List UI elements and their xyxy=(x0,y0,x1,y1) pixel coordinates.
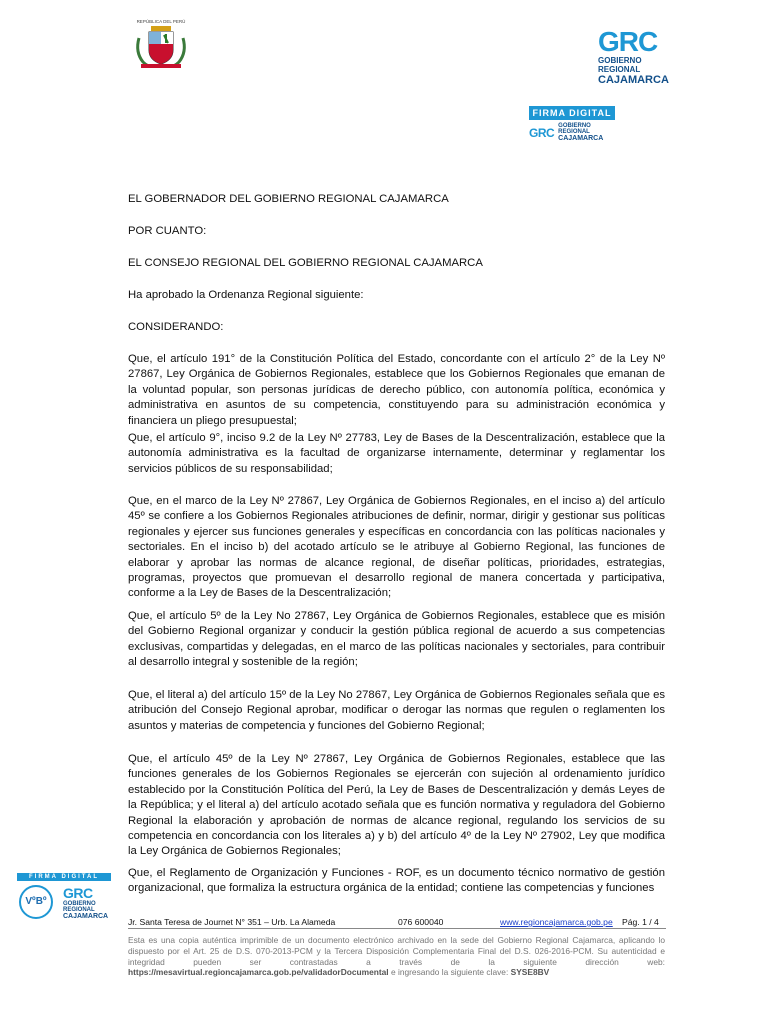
escudo-peru-emblem xyxy=(133,16,189,72)
paragraph-6: Que, el artículo 45º de la Ley Nº 27867, Ley Orgánica de Gobiernos Regionales, establece que las funciones generales de los Gobiernos Regionales se ejercerán con sujeción al ordenamiento jurídico establecido por la Constitución Política del Perú, la Ley de Bases de Descentralización y demás Leyes de la República; y el literal a) del artículo acotado señala que es función normativa y reguladora del Gobierno Regional la elaboración y aprobación de normas de alcance regional, regulando los servicios de su competencia en concordancia con los literales a) y b) del artículo 4º de la Ley Nº 27902, Ley que modifica la Ley Orgánica de Gobiernos Regionales; xyxy=(128,753,665,858)
vb-grc-logo xyxy=(63,885,111,921)
vb-firma-label: FIRMA DIGITAL xyxy=(17,873,111,881)
footer-key: SYSE8BV xyxy=(510,967,550,978)
footer-authenticity-note xyxy=(128,935,665,978)
firma-grc-line2: CAJAMARCA xyxy=(558,135,604,142)
grc-logo-line2: CAJAMARCA xyxy=(598,74,669,86)
footer-note-text: Esta es una copia auténtica imprimible de un documento electrónico archivado en la sede del Gobierno Regional Cajamarca, aplicando lo dispuesto por el Art. 25 de D.S. 070-2013-PCM y la Tercera Disposición Complementaria Final del D.S. 026-2016-PCM. Su autenticidad e integridad pueden ser contrastadas a través de la siguiente dirección web: xyxy=(128,935,665,967)
visto-bueno-stamp xyxy=(17,871,111,921)
paragraph-1: Que, el artículo 191° de la Constitución Política del Estado, concordante con el artículo 2° de la Ley Nº 27867, Ley Orgánica de Gobiernos Regionales, establece que los Gobiernos Regionales que emanan de la voluntad popular, son personas jurídicas de derecho público, con autonomía política, económica y administrativa en asuntos de su competencia, constituyendo para su administración económica y financiera un pliego presupuestal; xyxy=(128,353,665,427)
footer-address: Jr. Santa Teresa de Journet N° 351 – Urb. La Alameda xyxy=(128,917,336,927)
firma-digital-badge xyxy=(529,106,615,143)
vb-seal-icon: VºBº xyxy=(19,885,53,919)
vb-grc-line1: GOBIERNO REGIONAL xyxy=(63,901,96,913)
grc-logo xyxy=(598,26,669,86)
grc-logo-letters: GRC xyxy=(598,26,658,57)
vb-grc-letters: GRC xyxy=(63,885,93,901)
paragraph-7: Que, el Reglamento de Organización y Funciones - ROF, es un documento técnico normativo de gestión organizacional, que formaliza la estructura orgánica de la entidad; contiene las competencias y funciones xyxy=(128,867,665,895)
footer-note-mid: e ingresando la siguiente clave: xyxy=(388,967,511,978)
paragraph-3: Que, en el marco de la Ley Nº 27867, Ley Orgánica de Gobiernos Regionales, en el inciso a) del artículo 45º se confiere a los Gobiernos Regionales atribuciones de definir, normar, dirigir y gestionar sus políticas regionales y ejercer sus funciones generales y específicas en concordancia con las políticas nacionales y sectoriales. En el inciso b) del acotado artículo se le atribuye al Gobierno Regional, las funciones de elaborar y aprobar las normas de alcance regional, de diseñar políticas, prioridades, estrategias, programas, proyectos que promuevan el desarrollo regional de manera concertada y participativa, conforme a la Ley de Bases de la Descentralización; xyxy=(128,495,665,600)
heading-gobernador: EL GOBERNADOR DEL GOBIERNO REGIONAL CAJAMARCA xyxy=(128,193,449,205)
footer-phone: 076 600040 xyxy=(398,917,444,927)
heading-considerando: CONSIDERANDO: xyxy=(128,321,224,333)
paragraph-2: Que, el artículo 9°, inciso 9.2 de la Ley Nº 27783, Ley de Bases de la Descentralización, establece que la autonomía administrativa es la facultad de organizarse internamente, determinar y reglamentar los servicios públicos de su responsabilidad; xyxy=(128,432,665,475)
footer-validator-url[interactable]: https://mesavirtual.regioncajamarca.gob.pe/validadorDocumental xyxy=(128,967,389,978)
text-aprobado: Ha aprobado la Ordenanza Regional siguiente: xyxy=(128,289,364,301)
paragraph-5: Que, el literal a) del artículo 15º de la Ley No 27867, Ley Orgánica de Gobiernos Regionales señala que es atribución del Consejo Regional aprobar, modificar o derogar las normas que regulen o reglamenten los asuntos y materias de competencia y funciones del Gobierno Regional; xyxy=(128,689,665,732)
heading-por-cuanto: POR CUANTO: xyxy=(128,225,207,237)
paragraph-4: Que, el artículo 5º de la Ley No 27867, Ley Orgánica de Gobiernos Regionales, establece que es misión del Gobierno Regional organizar y conducir la gestión pública regional de acuerdo a sus competencias exclusivas, compartidas y delegadas, en el marco de las políticas nacionales y sectoriales, para contribuir al desarrollo integral y sostenible de la región; xyxy=(128,610,665,669)
grc-logo-line1: GOBIERNO REGIONAL xyxy=(598,56,642,74)
firma-digital-logo xyxy=(529,123,615,143)
escudo-caption: REPÚBLICA DEL PERÚ xyxy=(136,19,186,24)
firma-grc-line1: GOBIERNO REGIONAL xyxy=(558,123,591,135)
firma-digital-label: FIRMA DIGITAL xyxy=(529,106,615,120)
footer-website-link[interactable]: www.regioncajamarca.gob.pe xyxy=(500,917,613,927)
vb-grc-line2: CAJAMARCA xyxy=(63,913,109,920)
footer-page-number: Pág. 1 / 4 xyxy=(622,917,659,927)
heading-consejo: EL CONSEJO REGIONAL DEL GOBIERNO REGIONAL CAJAMARCA xyxy=(128,257,483,269)
firma-grc-letters: GRC xyxy=(529,126,555,140)
footer-divider xyxy=(128,928,666,929)
